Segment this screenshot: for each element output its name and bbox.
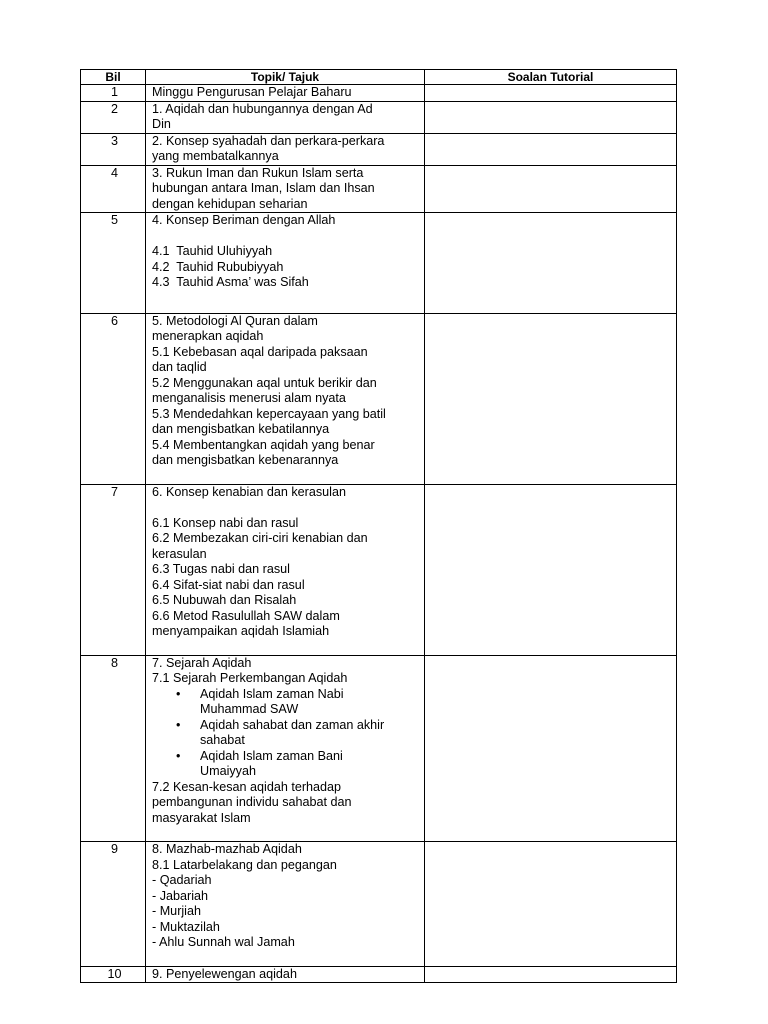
topic-line: 5.3 Mendedahkan kepercayaan yang batil (152, 406, 386, 421)
topic-line: • Aqidah Islam zaman Nabi (200, 686, 344, 701)
topic-line: 3. Rukun Iman dan Rukun Islam serta (152, 165, 364, 180)
topic-line: 6.3 Tugas nabi dan rasul (152, 562, 290, 576)
topic-cell (146, 101, 425, 133)
topic-line: Muhammad SAW (200, 702, 299, 716)
table-row (81, 213, 677, 314)
bullet-item (200, 718, 421, 749)
table-row (81, 85, 677, 102)
tutorial-question-cell (425, 85, 677, 102)
tutorial-question-cell (425, 484, 677, 655)
topic-line: - Qadariah (152, 873, 212, 887)
topic-cell (146, 85, 425, 102)
topic-cell (146, 842, 425, 967)
topic-line: dengan kehidupan seharian (152, 196, 308, 211)
row-number: 2 (81, 101, 146, 133)
row-number: 9 (81, 842, 146, 967)
tutorial-question-cell (425, 966, 677, 983)
topic-line: masyarakat Islam (152, 810, 251, 825)
topic-line: - Murjiah (152, 904, 201, 918)
topic-line: yang membatalkannya (152, 149, 279, 163)
topic-line: - Ahlu Sunnah wal Jamah (152, 935, 295, 949)
topic-line: • Aqidah sahabat dan zaman akhir (200, 717, 385, 732)
table-row (81, 133, 677, 165)
blank-line (152, 500, 421, 516)
topic-cell (146, 133, 425, 165)
topic-line: dan taqlid (152, 360, 207, 374)
topic-line: 7.2 Kesan-kesan aqidah terhadap (152, 779, 342, 794)
row-number: 3 (81, 133, 146, 165)
row-number: 7 (81, 484, 146, 655)
topic-line: 8.1 Latarbelakang dan pegangan (152, 857, 337, 872)
topic-line: 4.1 Tauhid Uluhiyyah (152, 244, 273, 258)
row-number: 5 (81, 213, 146, 314)
topic-line: pembangunan individu sahabat dan (152, 795, 352, 809)
topic-line: - Jabariah (152, 888, 209, 903)
bullet-item (200, 687, 421, 718)
topic-line: menerapkan aqidah (152, 329, 264, 343)
topic-line: 4. Konsep Beriman dengan Allah (152, 213, 336, 227)
topic-cell (146, 655, 425, 842)
topic-cell (146, 966, 425, 983)
topic-line: 5.4 Membentangkan aqidah yang benar (152, 437, 375, 452)
table-row (81, 655, 677, 842)
topic-line: menganalisis menerusi alam nyata (152, 391, 346, 405)
table-row (81, 313, 677, 484)
row-number: 1 (81, 85, 146, 102)
topic-line: 6.5 Nubuwah dan Risalah (152, 593, 297, 607)
tutorial-question-cell (425, 101, 677, 133)
topic-line: 6.6 Metod Rasulullah SAW dalam (152, 608, 340, 623)
table-row (81, 966, 677, 983)
tutorial-question-cell (425, 655, 677, 842)
topic-line: sahabat (200, 733, 245, 747)
table-row (81, 484, 677, 655)
tutorial-question-cell (425, 213, 677, 314)
tutorial-question-cell (425, 313, 677, 484)
tutorial-question-cell (425, 842, 677, 967)
topic-line: - Muktazilah (152, 919, 220, 934)
topic-line: 5.2 Menggunakan aqal untuk berikir dan (152, 375, 377, 390)
table-row (81, 101, 677, 133)
topic-line: 1. Aqidah dan hubungannya dengan Ad (152, 101, 373, 116)
topic-line: 5.1 Kebebasan aqal daripada paksaan (152, 344, 368, 359)
topic-line: 6.4 Sifat-siat nabi dan rasul (152, 577, 305, 592)
topic-line: 2. Konsep syahadah dan perkara-perkara (152, 133, 385, 148)
row-number: 8 (81, 655, 146, 842)
topic-line: dan mengisbatkan kebenarannya (152, 453, 339, 467)
bullet-list (152, 687, 421, 780)
topic-line: 8. Mazhab-mazhab Aqidah (152, 842, 302, 856)
header-topik: Topik/ Tajuk (146, 70, 425, 85)
topic-line: 6.2 Membezakan ciri-ciri kenabian dan (152, 531, 368, 545)
topic-line: kerasulan (152, 546, 207, 561)
topic-cell (146, 484, 425, 655)
topic-line: Umaiyyah (200, 764, 256, 778)
topic-line: 6. Konsep kenabian dan kerasulan (152, 484, 346, 499)
topic-line: 7.1 Sejarah Perkembangan Aqidah (152, 671, 348, 685)
row-number: 6 (81, 313, 146, 484)
topic-cell (146, 213, 425, 314)
blank-line (152, 229, 421, 245)
topic-line: 9. Penyelewengan aqidah (152, 966, 297, 981)
header-soalan: Soalan Tutorial (425, 70, 677, 85)
table-header-row (81, 70, 677, 85)
topic-line: 5. Metodologi Al Quran dalam (152, 313, 318, 328)
row-number: 4 (81, 165, 146, 213)
tutorial-question-cell (425, 165, 677, 213)
table-row (81, 165, 677, 213)
row-number: 10 (81, 966, 146, 983)
topic-line: Din (152, 117, 171, 131)
topic-line: 6.1 Konsep nabi dan rasul (152, 515, 299, 530)
topic-cell (146, 313, 425, 484)
topic-line: 4.3 Tauhid Asma’ was Sifah (152, 275, 309, 289)
topic-line: 4.2 Tauhid Rububiyyah (152, 259, 284, 274)
tutorial-question-cell (425, 133, 677, 165)
syllabus-table (80, 69, 677, 983)
topic-line: menyampaikan aqidah Islamiah (152, 624, 330, 638)
topic-line: hubungan antara Iman, Islam dan Ihsan (152, 181, 375, 195)
table-row (81, 842, 677, 967)
bullet-item (200, 749, 421, 780)
topic-line: Minggu Pengurusan Pelajar Baharu (152, 85, 352, 99)
topic-line: • Aqidah Islam zaman Bani (200, 748, 343, 763)
topic-line: 7. Sejarah Aqidah (152, 655, 252, 670)
topic-line: dan mengisbatkan kebatilannya (152, 422, 330, 436)
topic-cell (146, 165, 425, 213)
header-bil: Bil (81, 70, 146, 85)
